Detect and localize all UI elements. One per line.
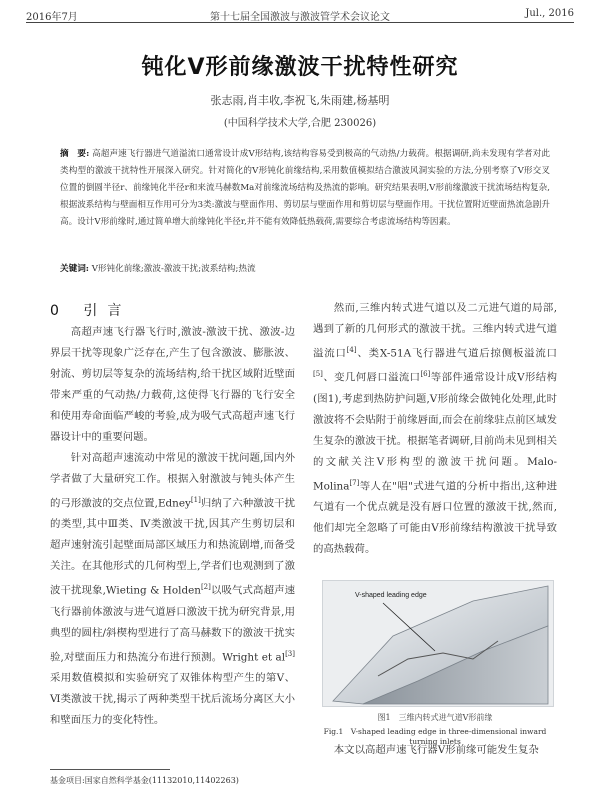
citation-1[interactable]: [1] — [190, 496, 201, 504]
inlet-illustration — [323, 581, 553, 706]
section-title: 引言 — [83, 303, 132, 319]
citation-5[interactable]: [5] — [313, 370, 323, 379]
left-paragraph-2: 针对高超声速流动中常见的激波干扰问题,国内外学者做了大量研究工作。根据入射激波与钝头体产生的弓形激波的交点位置,Edney[1]归纳了六种激波干扰的类型,其中Ⅲ类、Ⅳ类激波干扰,因其产生剪切层和超声速射流引起壁面局部区域压力和热流剧增,而备受关注。在其他形式的几何构型上,学者们也观测到了激波干扰现象,Wieting & Holden[2]以吸气式高超声速飞行器前体激波与进气道唇口激波干扰为研究背景,用典型的圆柱/斜楔构型进行了高马赫数下的激波干扰实验,对壁面压力和热流分布进行预测。Wright et al[3]采用数值模拟和实验研究了双锥体构型产生的第Ⅴ、Ⅵ类激波干扰,揭示了两种类型干扰后流场分离区大小和壁面压力的变化特性。 — [50, 452, 296, 727]
section-heading — [50, 300, 131, 320]
citation-7[interactable]: [7] — [349, 478, 360, 487]
keywords-text: V形钝化前缘;激波-激波干扰;波系结构;热流 — [91, 264, 256, 274]
abstract — [60, 146, 550, 231]
citation-3[interactable]: [3] — [285, 649, 295, 658]
header-rule — [26, 22, 574, 23]
header-date-en: Jul., 2016 — [525, 8, 574, 19]
right-column-continuation: 本文以高超声速飞行器V形前缘可能发生复杂 — [333, 744, 539, 756]
citation-6[interactable]: [6] — [420, 370, 431, 379]
figure-1-image — [322, 580, 554, 707]
running-header — [26, 6, 574, 22]
citation-2[interactable]: [2] — [200, 583, 211, 592]
footnote-rule — [50, 769, 170, 770]
header-conference: 第十七届全国激波与激波管学术会议论文 — [210, 12, 390, 23]
header-date: 2016年7月 — [26, 12, 78, 23]
paper-title: 钝化V形前缘激波干扰特性研究 — [141, 55, 459, 80]
right-paragraph-1: 然而,三维内转式进气道以及二元进气道的局部,遇到了新的几何形式的激波干扰。三维内转式进气道溢流口[4]、类X-51A飞行器进气道后掠侧板溢流口[5]、变几何唇口溢流口[6]等部件通常设计成V形结构(图1),考虑到热防护问题,V形前缘会做钝化处理,此时激波将不会贴附于前缘唇面,而会在前缘驻点前区域发生复杂的激波干扰。根据笔者调研,目前尚未见到相关的文献关注V形构型的激波干扰问题。Malo-Molina[7]等人在"唱"式进气道的分析中指出,这种进气道有一个优点就是没有唇口位置的激波干扰,然而,他们却完全忽略了可能由V形前缘结构激波干扰导致的高热载荷。 — [313, 302, 558, 556]
figure-1 — [322, 580, 552, 710]
figure-annotation: V-shaped leading edge — [355, 592, 427, 599]
keywords — [60, 262, 550, 274]
abstract-text: 高超声速飞行器进气道溢流口通常设计成V形结构,该结构容易受到极高的气动热/力载荷。根据调研,尚未发现有学者对此类构型的激波干扰特性开展深入研究。针对简化的V形钝化前缘结构,采用数值模拟结合激波风洞实验的方法,分别考察了V形交叉位置的倒圆半径r、前缘钝化半径r和来流马赫数Ma对前缘流场结构及热流的影响。研究结果表明,V形前缘激波干扰流场结构复杂,根据波系结构与壁面相互作用可分为3类:激波与壁面作用、剪切层与壁面作用和剪切层与壁面作用。干扰位置附近壁面热流急剧升高。设计V形前缘时,通过简单增大前缘钝化半径r,并不能有效降低热载荷,需要综合考虑流场结构等因素。 — [60, 149, 550, 227]
figure-caption-cn: 图1 三维内转式进气道V形前缘 — [377, 713, 493, 722]
abstract-label: 摘 要: — [60, 149, 90, 159]
footnote-funding: 基金项目:国家自然科学基金(11132010,11402263) — [50, 776, 239, 785]
right-column — [313, 298, 557, 560]
affiliation: (中国科学技术大学,合肥 230026) — [223, 118, 377, 129]
keywords-label: 关键词: — [60, 264, 89, 274]
citation-4[interactable]: [4] — [346, 346, 357, 354]
left-paragraph-1: 高超声速飞行器飞行时,激波-激波干扰、激波-边界层干扰等现象广泛存在,产生了包含激波、膨胀波、射流、剪切层等复杂的流场结构,给干扰区域附近壁面带来严重的气动热/力载荷,这使得飞行器的飞行安全和使用寿命面临严峻的考验,成为吸气式高超声速飞行器设计中的重要问题。 — [50, 326, 295, 443]
authors: 张志雨,肖丰收,李祝飞,朱雨建,杨基明 — [210, 94, 390, 107]
left-column — [50, 322, 295, 731]
section-number: 0 — [50, 303, 69, 319]
figure-caption-en: Fig.1 V-shaped leading edge in three-dimensional inward turning inlets — [323, 727, 547, 746]
